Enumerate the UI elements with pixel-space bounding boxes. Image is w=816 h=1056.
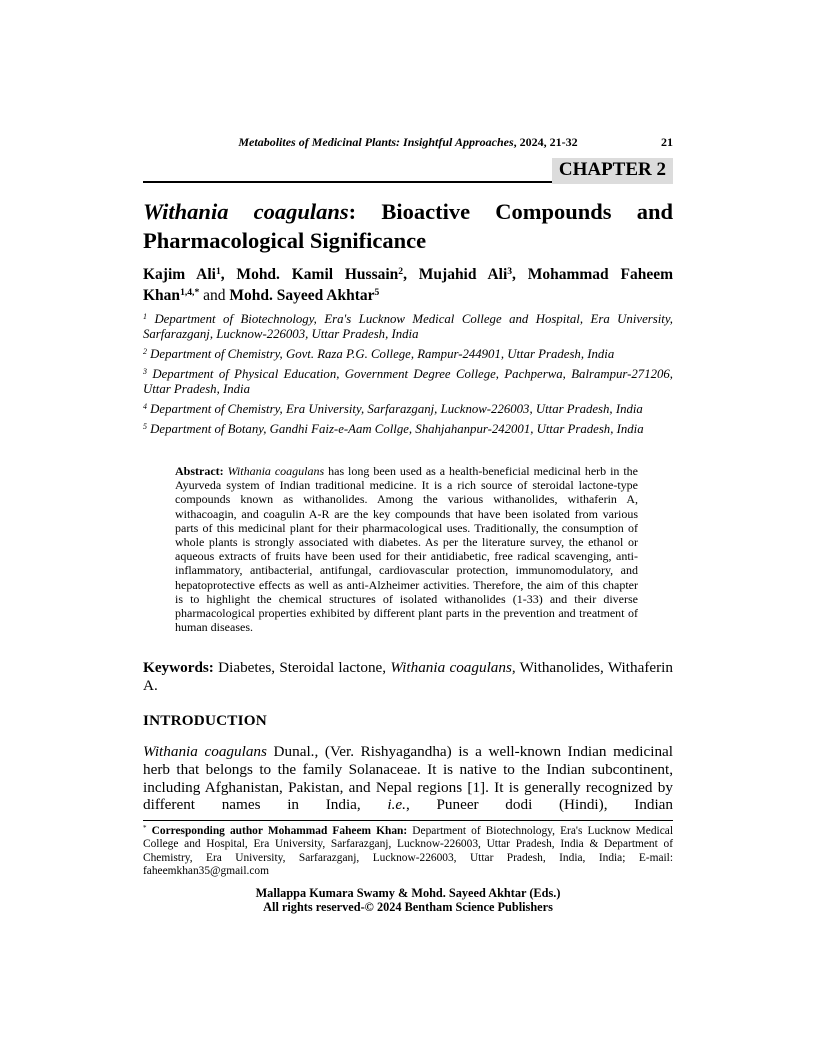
- affiliation-3: $^3$ Department of Physical Education, Government Degree College, Pachperwa, Balrampur-271206, Uttar Pradesh, India: [143, 367, 673, 396]
- affiliation-5: $^5$ Department of Botany, Gandhi Faiz-e-Aam Collge, Shahjahanpur-242001, Uttar Pradesh, India: [143, 422, 644, 436]
- chapter-badge: CHAPTER 2: [552, 158, 673, 184]
- chapter-title-line2: Pharmacological Significance: [143, 228, 427, 253]
- editors-line: Mallappa Kumara Swamy & Mohd. Sayeed Akhtar (Eds.): [255, 886, 561, 901]
- footnote-rule: [143, 820, 673, 821]
- section-heading-introduction: INTRODUCTION: [143, 712, 267, 730]
- affiliation-1: $^1$ Department of Biotechnology, Era's Lucknow Medical College and Hospital, Era University, Sarfarazganj, Lucknow-226003, Uttar Pradesh, India: [143, 312, 673, 341]
- authors-line2: Khan$^{1,4,*}$ and Mohd. Sayeed Akhtar$^5$: [143, 287, 380, 304]
- chapter-row: [143, 156, 673, 183]
- affiliations-list: [143, 312, 673, 437]
- affiliation-2: $^2$ Department of Chemistry, Govt. Raza P.G. College, Rampur-244901, Uttar Pradesh, India: [143, 347, 615, 361]
- affiliation-4: $^4$ Department of Chemistry, Era University, Sarfarazganj, Lucknow-226003, Uttar Pradesh, India: [143, 402, 643, 416]
- corresponding-author-footnote: * Corresponding author Mohammad Faheem Khan: Department of Biotechnology, Era's Lucknow Medical College and Hospital, Era University, Sarfarazganj, Lucknow-226003, Uttar Pradesh, India & Department of Chemistry, Era University, Sarfarazganj, Lucknow-226003, Uttar Pradesh, India, India; E-mail: faheemkhan35@gmail.com: [143, 824, 673, 877]
- chapter-title: [143, 197, 673, 255]
- introduction-paragraph: Withania coagulans Dunal., (Ver. Rishyagandha) is a well-known Indian medicinal herb that belongs to the family Solanaceae. It is native to the Indian subcontinent, including Afghanistan, Pakistan, and Nepal regions [1]. It is generally recognized by different names in India, i.e., Puneer dodi (Hindi), Indian: [143, 743, 674, 814]
- running-head: [143, 135, 673, 150]
- running-title: Metabolites of Medicinal Plants: Insightful Approaches, 2024, 21-32: [238, 135, 578, 149]
- authors-line: [143, 264, 673, 306]
- page-footer: [143, 820, 673, 914]
- imprint: [143, 886, 673, 914]
- chapter-title-line1: Withania coagulans: Bioactive Compounds and: [143, 199, 673, 224]
- authors-line1: Kajim Ali$^1$, Mohd. Kamil Hussain$^2$, Mujahid Ali$^3$, Mohammad Faheem: [143, 266, 673, 283]
- copyright-line: All rights reserved-© 2024 Bentham Science Publishers: [263, 900, 553, 915]
- abstract: Abstract: Withania coagulans has long been used as a health-beneficial medicinal herb in the Ayurveda system of Indian traditional medicine. It is a rich source of steroidal lactone-type compounds known as withanolides. Among the various withanolides, withaferin A, withacoagin, and coagulin A-R are the key compounds that have been isolated from various parts of this medicinal plant for their pharmacological uses. Traditionally, the consumption of whole plants is strongly associated with diabetes. As per the literature survey, the ethanol or aqueous extracts of fruits have been used for their antidiabetic, free radical scavenging, anti-inflammatory, antibacterial, antifungal, cardiovascular protection, immunomodulatory, and hepatoprotective effects as well as anti-Alzheimer activities. Therefore, the aim of this chapter is to highlight the chemical structures of isolated withanolides (1-33) and their diverse pharmacological properties exhibited by different plant parts in the prevention and treatment of human diseases.: [175, 464, 639, 635]
- page-number: 21: [661, 135, 673, 149]
- keywords: Keywords: Diabetes, Steroidal lactone, Withania coagulans, Withanolides, Withaferin A.: [143, 659, 673, 694]
